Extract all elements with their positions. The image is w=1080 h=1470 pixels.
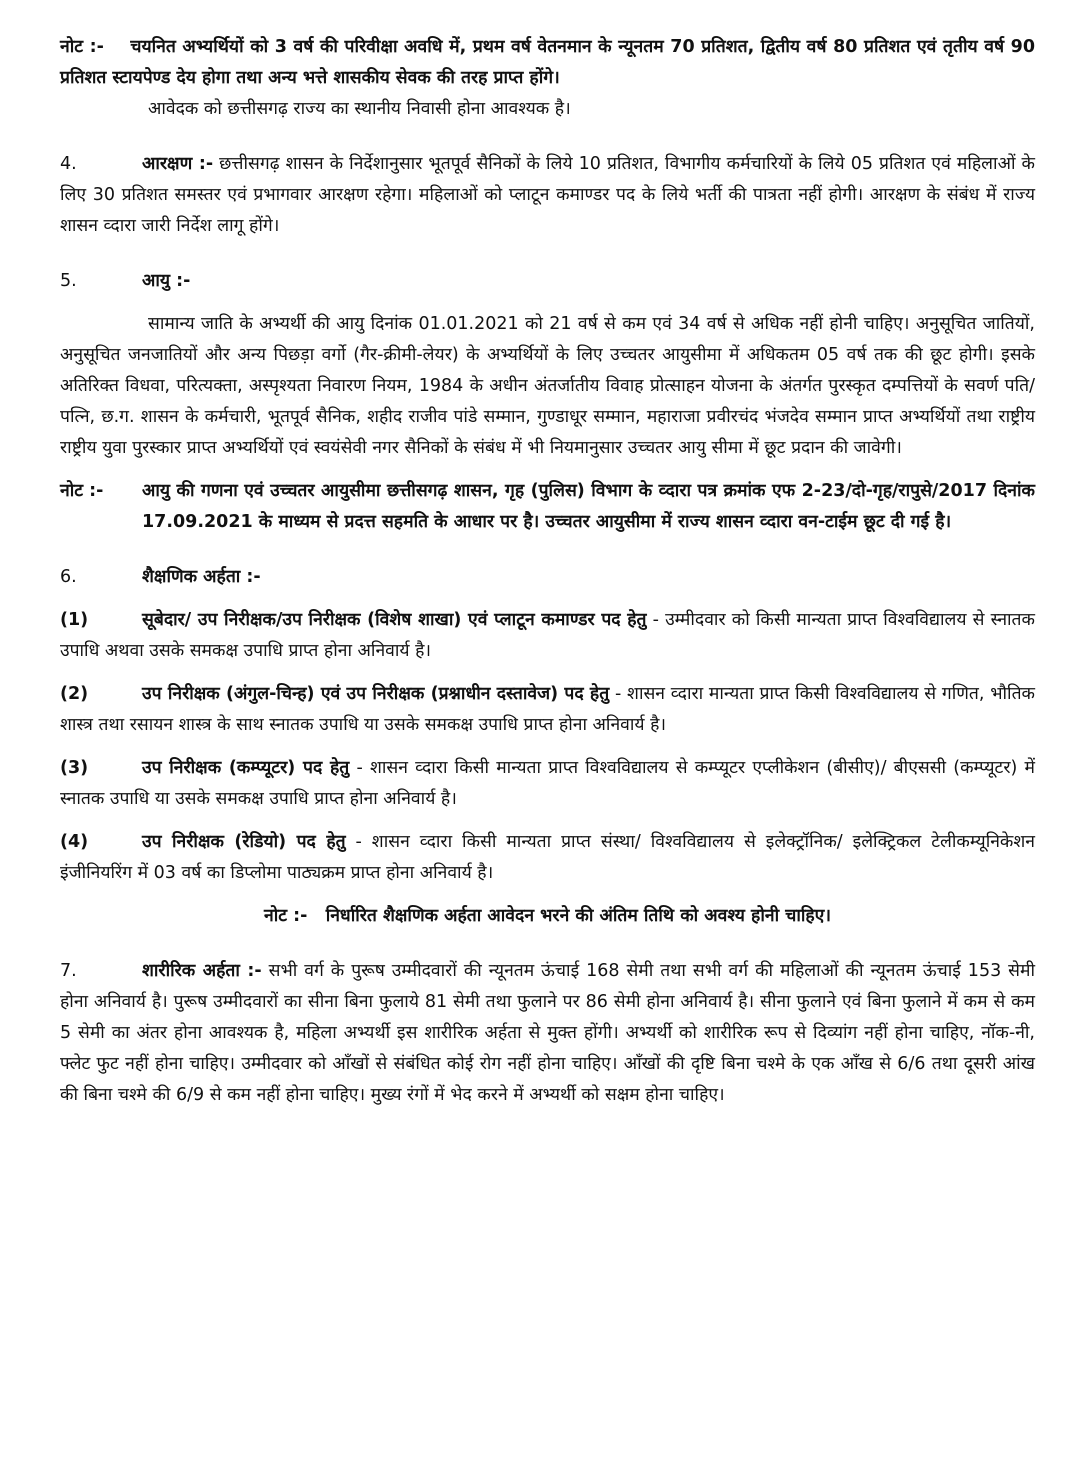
item-number: (4): [60, 832, 89, 852]
note-text: चयनित अभ्यर्थियों को 3 वर्ष की परिवीक्षा अवधि में, प्रथम वर्ष वेतनमान के न्यूनतम 70 प्रतिशत, द्वितीय वर्ष 80 प्रतिशत एवं तृतीय वर्ष 90 प्रतिशत स्टायपेण्ड देय होगा तथा अन्य भत्ते शासकीय सेवक की तरह प्राप्त होंगे।: [60, 37, 1036, 88]
note-text: निर्धारित शैक्षणिक अर्हता आवेदन भरने की अंतिम तिथि को अवश्य होनी चाहिए।: [325, 906, 831, 926]
note-lead: नोट :-: [60, 37, 104, 57]
section-number: 6.: [60, 567, 77, 587]
qualification-item-3: [60, 753, 1035, 815]
item-text: - उम्मीदवार को किसी मान्यता प्राप्त विश्वविद्यालय से स्नातक उपाधि अथवा उसके समकक्ष उपाधि प्राप्त होना अनिवार्य है।: [60, 610, 1035, 661]
section-5-age-text: सामान्य जाति के अभ्यर्थी की आयु दिनांक 01.01.2021 को 21 वर्ष से कम एवं 34 वर्ष से अधिक नहीं होनी चाहिए। अनुसूचित जातियों, अनुसूचित जनजातियों और अन्य पिछड़ा वर्गो (गैर-क्रीमी-लेयर) के अभ्यर्थियों के लिए उच्चतर आयुसीमा में अधिकतम 05 वर्ष तक की छूट होगी। इसके अतिरिक्त विधवा, परित्यक्ता, अस्पृश्यता निवारण नियम, 1984 के अधीन अंतर्जातीय विवाह प्रोत्साहन योजना के अंतर्गत पुरस्कृत दम्पत्तियों के सवर्ण पति/ पत्नि, छ.ग. शासन के कर्मचारी, भूतपूर्व सैनिक, शहीद राजीव पांडे सम्मान, गुण्डाधूर सम्मान, महाराजा प्रवीरचंद भंजदेव सम्मान प्राप्त अभ्यर्थियों तथा राष्ट्रीय राष्ट्रीय युवा पुरस्कार प्राप्त अभ्यर्थियों एवं स्वयंसेवी नगर सैनिकों के संबंध में भी नियमानुसार उच्चतर आयु सीमा में छूट प्रदान की जावेगी।: [60, 314, 1035, 458]
section-number: 5.: [60, 271, 77, 291]
item-title: सूबेदार/ उप निरीक्षक/उप निरीक्षक (विशेष शाखा) एवं प्लाटून कमाण्डर पद हेतु: [142, 610, 647, 630]
age-note: [60, 476, 1035, 538]
item-title: उप निरीक्षक (रेडियो) पद हेतु: [142, 832, 346, 852]
residence-requirement: आवेदक को छत्तीसगढ़ राज्य का स्थानीय निवासी होना आवश्यक है।: [148, 99, 571, 119]
item-title: उप निरीक्षक (अंगुल-चिन्ह) एवं उप निरीक्षक (प्रश्नाधीन दस्तावेज) पद हेतु: [142, 684, 610, 704]
document-page: [60, 32, 1035, 1111]
section-4-reservation: [60, 149, 1035, 242]
section-text: सभी वर्ग के पुरूष उम्मीदवारों की न्यूनतम ऊंचाई 168 सेमी तथा सभी वर्ग की महिलाओं की न्यूनतम ऊंचाई 153 सेमी होना अनिवार्य है। पुरूष उम्मीदवारों का सीना बिना फुलाये 81 सेमी तथा फुलाने पर 86 सेमी होना अनिवार्य है। सीना फुलाने एवं बिना फुलाने में कम से कम 5 सेमी का अंतर होना आवश्यक है, महिला अभ्यर्थी इस शारीरिक अर्हता से मुक्त होंगी। अभ्यर्थी को शारीरिक रूप से दिव्यांग नहीं होना चाहिए, नॉक-नी, फ्लेट फुट नहीं होना चाहिए। उम्मीदवार को आँखों से संबंधित कोई रोग नहीं होना चाहिए। आँखों की दृष्टि बिना चश्मे के एक आँख से 6/6 तथा दूसरी आंख की बिना चश्मे की 6/9 से कम नहीं होना चाहिए। मुख्य रंगों में भेद करने में अभ्यर्थी को सक्षम होना चाहिए।: [60, 961, 1035, 1105]
note-lead: नोट :-: [263, 906, 308, 926]
item-text: - शासन व्दारा मान्यता प्राप्त किसी विश्वविद्यालय से गणित, भौतिक शास्त्र तथा रसायन शास्त्र के साथ स्नातक उपाधि या उसके समकक्ष उपाधि प्राप्त होना अनिवार्य है।: [60, 684, 1035, 735]
item-number: (1): [60, 610, 89, 630]
qualification-item-4: [60, 827, 1035, 889]
section-heading: शैक्षणिक अर्हता :-: [142, 567, 261, 587]
item-number: (2): [60, 684, 89, 704]
qualification-item-2: [60, 679, 1035, 741]
section-5-heading-line: [60, 266, 1035, 297]
note-text: आयु की गणना एवं उच्चतर आयुसीमा छत्तीसगढ़ शासन, गृह (पुलिस) विभाग के व्दारा पत्र क्रमांक एफ 2-23/दो-गृह/रापुसे/2017 दिनांक 17.09.2021 के माध्यम से प्रदत्त सहमति के आधार पर है। उच्चतर आयुसीमा में राज्य शासन व्दारा वन-टाईम छूट दी गई है।: [142, 481, 1035, 532]
section-number: 4.: [60, 154, 77, 174]
section-heading: आयु :-: [142, 271, 191, 291]
qualification-item-1: [60, 605, 1035, 667]
item-text: - शासन व्दारा किसी मान्यता प्राप्त विश्वविद्यालय से कम्प्यूटर एप्लीकेशन (बीसीए)/ बीएससी (कम्प्यूटर) में स्नातक उपाधि या उसके समकक्ष उपाधि प्राप्त होना अनिवार्य है।: [60, 758, 1035, 809]
item-title: उप निरीक्षक (कम्प्यूटर) पद हेतु: [142, 758, 350, 778]
item-number: (3): [60, 758, 89, 778]
section-7-physical: [60, 956, 1035, 1111]
section-6-heading-line: [60, 562, 1035, 593]
section-heading: आरक्षण :-: [142, 154, 214, 174]
note-lead: नोट :-: [60, 481, 104, 501]
section-number: 7.: [60, 961, 77, 981]
section-text: छत्तीसगढ़ शासन के निर्देशानुसार भूतपूर्व सैनिकों के लिये 10 प्रतिशत, विभागीय कर्मचारियों के लिये 05 प्रतिशत एवं महिलाओं के लिए 30 प्रतिशत समस्तर एवं प्रभागवार आरक्षण रहेगा। महिलाओं को प्लाटून कमाण्डर पद के लिये भर्ती की पात्रता नहीं होगी। आरक्षण के संबंध में राज्य शासन व्दारा जारी निर्देश लागू होंगे।: [60, 154, 1035, 236]
section-heading: शारीरिक अर्हता :-: [142, 961, 262, 981]
stipend-note: [60, 32, 1035, 94]
item-text: - शासन व्दारा किसी मान्यता प्राप्त संस्था/ विश्वविद्यालय से इलेक्ट्रॉनिक/ इलेक्ट्रिकल टेलीकम्यूनिकेशन इंजीनियरिंग में 03 वर्ष का डिप्लोमा पाठ्यक्रम प्राप्त होना अनिवार्य है।: [60, 832, 1035, 883]
qualification-note: [60, 901, 1035, 932]
